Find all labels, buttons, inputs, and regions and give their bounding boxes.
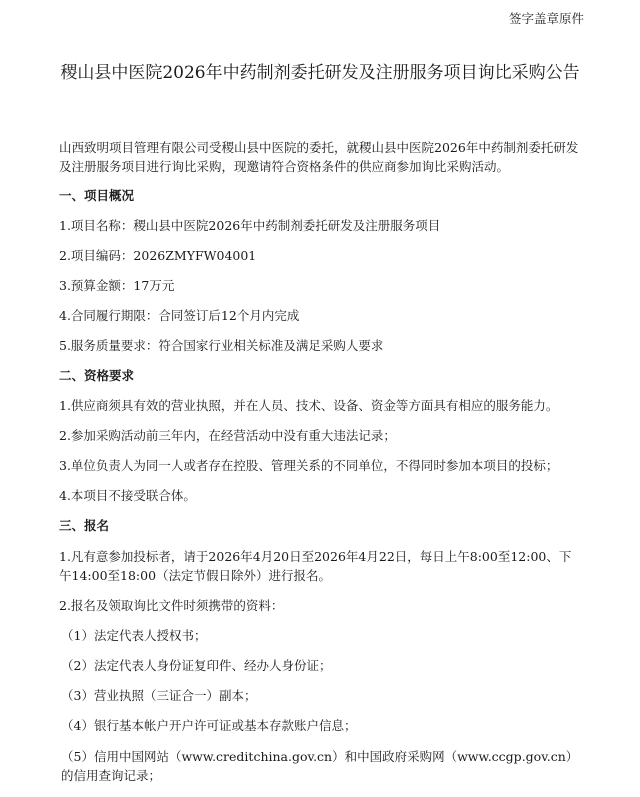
overview-project-name: 1.项目名称：稷山县中医院2026年中药制剂委托研发及注册服务项目 <box>59 218 441 233</box>
registration-item-2: 2.报名及领取询比文件时须携带的资料： <box>59 598 284 613</box>
document-body <box>59 138 581 797</box>
stamp-note: 签字盖章原件 <box>508 11 584 26</box>
overview-budget: 3.预算金额：17万元 <box>59 278 175 293</box>
section-heading-qualification: 二、资格要求 <box>59 368 135 383</box>
document-title: 稷山县中医院2026年中药制剂委托研发及注册服务项目询比采购公告 <box>60 63 580 83</box>
section-heading-registration: 三、报名 <box>59 518 110 533</box>
registration-item-1: 1.凡有意参加投标者，请于2026年4月20日至2026年4月22日，每日上午8:00至12:00、下午14:00至18:00（法定节假日除外）进行报名。 <box>59 549 572 583</box>
qualification-item-2: 2.参加采购活动前三年内，在经营活动中没有重大违法记录； <box>59 428 396 443</box>
registration-doc-4: （4）银行基本帐户开户许可证或基本存款账户信息； <box>61 718 357 733</box>
qualification-item-3: 3.单位负责人为同一人或者存在控股、管理关系的不同单位，不得同时参加本项目的投标； <box>59 458 559 473</box>
section-heading-overview: 一、项目概况 <box>59 188 135 203</box>
qualification-item-4: 4.本项目不接受联合体。 <box>59 488 196 503</box>
overview-quality-requirement: 5.服务质量要求：符合国家行业相关标准及满足采购人要求 <box>59 338 384 353</box>
registration-doc-1: （1）法定代表人授权书； <box>61 628 207 643</box>
registration-doc-3: （3）营业执照（三证合一）副本； <box>61 688 257 703</box>
intro-paragraph: 山西致明项目管理有限公司受稷山县中医院的委托，就稷山县中医院2026年中药制剂委托研发及注册服务项目进行询比采购，现邀请符合资格条件的供应商参加询比采购活动。 <box>59 140 579 174</box>
registration-doc-2: （2）法定代表人身份证复印件、经办人身份证； <box>61 658 332 673</box>
qualification-item-1: 1.供应商须具有效的营业执照，并在人员、技术、设备、资金等方面具有相应的服务能力。 <box>59 398 559 413</box>
overview-contract-period: 4.合同履行期限：合同签订后12个月内完成 <box>59 308 300 323</box>
overview-project-code: 2.项目编码：2026ZMYFW04001 <box>59 248 257 263</box>
registration-doc-5: （5）信用中国网站（www.creditchina.gov.cn）和中国政府采购网（www.ccgp.gov.cn）的信用查询记录； <box>61 749 579 783</box>
